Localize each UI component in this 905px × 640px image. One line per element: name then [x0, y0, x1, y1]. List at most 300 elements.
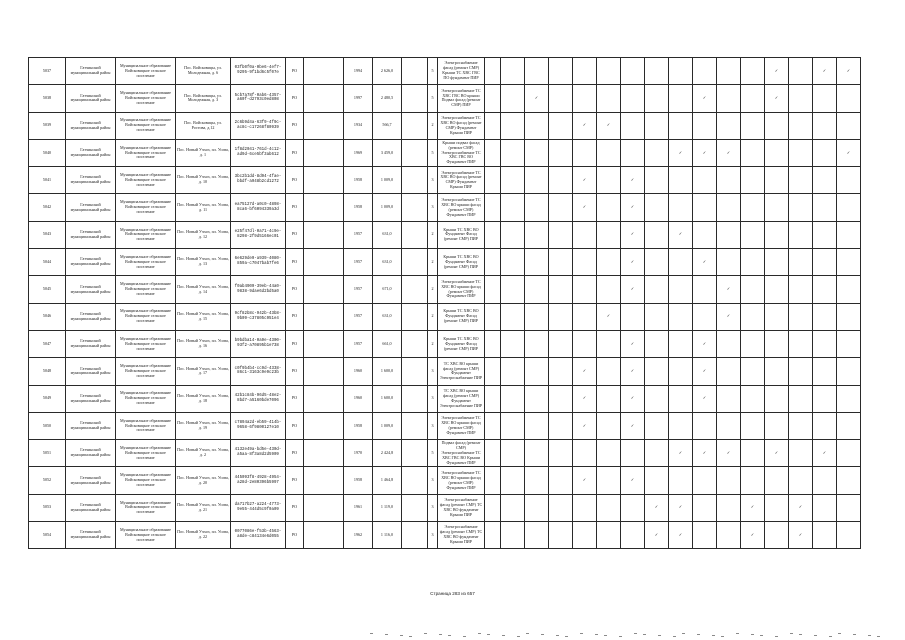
empty-check-cell — [813, 276, 837, 303]
row-number: 5045 — [29, 276, 66, 303]
empty-check-cell — [837, 249, 861, 276]
guid-cell: b9bdba14-0a9e-4300-93f2-a70895b1e738 — [231, 330, 286, 357]
empty-check-cell — [765, 494, 789, 521]
check-mark-cell: ✓ — [621, 221, 645, 248]
count-cell: 3 — [428, 494, 438, 521]
empty-cell — [304, 249, 344, 276]
district-cell: Гатчинский муниципальный район — [66, 167, 116, 194]
empty-check-cell — [501, 412, 525, 439]
scan-speck — [760, 635, 763, 636]
empty-check-cell — [549, 167, 573, 194]
address-cell: Пос. Войсковицы, ул. Молодежная, д. 3 — [176, 85, 231, 112]
scan-speck — [877, 636, 880, 637]
works-cell: Электроснабжение ТС ХВС ГВС ВО крыши Подвал фасад (ремонт СМР) ПИР — [438, 85, 485, 112]
check-mark-cell: ✓ — [621, 467, 645, 494]
empty-check-cell — [501, 221, 525, 248]
check-mark-cell: ✓ — [621, 385, 645, 412]
empty-check-cell — [525, 467, 549, 494]
table-row — [29, 467, 861, 494]
table-row — [29, 330, 861, 357]
scan-speck — [838, 633, 841, 634]
works-cell: Подвал фасад (ремонт СМР) Электроснабжение ТС ХВС ГВС ВО Крыши Фундамент ПИР — [438, 440, 485, 467]
empty-check-cell — [549, 221, 573, 248]
empty-check-cell — [597, 58, 621, 85]
empty-cell — [485, 412, 501, 439]
scan-speck — [799, 634, 802, 635]
empty-check-cell — [621, 303, 645, 330]
empty-cell — [485, 58, 501, 85]
empty-check-cell — [693, 194, 717, 221]
empty-cell — [485, 167, 501, 194]
area-cell: 2 424,8 — [373, 440, 402, 467]
empty-check-cell — [525, 522, 549, 549]
empty-check-cell — [525, 494, 549, 521]
empty-check-cell — [621, 494, 645, 521]
scan-speck — [487, 634, 490, 635]
area-cell: 566,7 — [373, 112, 402, 139]
row-number: 5044 — [29, 249, 66, 276]
empty-check-cell — [813, 522, 837, 549]
empty-check-cell — [837, 522, 861, 549]
empty-check-cell — [741, 194, 765, 221]
type-cell: РО — [286, 385, 304, 412]
type-cell: РО — [286, 412, 304, 439]
area-cell: 631,0 — [373, 249, 402, 276]
empty-check-cell — [549, 494, 573, 521]
empty-check-cell — [669, 467, 693, 494]
count-cell: 3 — [428, 167, 438, 194]
address-cell: Пос. Новый Учхоз, пл. Усова, д. 21 — [176, 494, 231, 521]
empty-cell — [304, 112, 344, 139]
district-cell: Гатчинский муниципальный район — [66, 330, 116, 357]
empty-check-cell — [741, 58, 765, 85]
empty-check-cell — [765, 276, 789, 303]
table-row — [29, 522, 861, 549]
empty-cell — [304, 385, 344, 412]
count-cell: 2 — [428, 303, 438, 330]
scan-speck — [604, 635, 607, 636]
works-cell: ТС ХВС ВО крыши фасад (ремонт СМР) Фундамент Электроснабжение ПИР — [438, 358, 485, 385]
address-cell: Пос. Новый Учхоз, пл. Усова, д. 13 — [176, 249, 231, 276]
empty-check-cell — [813, 358, 837, 385]
empty-check-cell — [525, 221, 549, 248]
check-mark-cell: ✓ — [573, 412, 597, 439]
address-cell: Пос. Новый Учхоз, пл. Усова, д. 16 — [176, 330, 231, 357]
empty-check-cell — [813, 167, 837, 194]
empty-check-cell — [525, 440, 549, 467]
empty-check-cell — [717, 522, 741, 549]
guid-cell: c7894a2d-eb59-414b-9658-6f9800127e10 — [231, 412, 286, 439]
works-cell: Электроснабжение фасад (ремонт СМР) ТС ХВС ВО фундамент Крыши ПИР — [438, 494, 485, 521]
year-cell: 1958 — [344, 467, 373, 494]
check-mark-cell: ✓ — [621, 358, 645, 385]
check-mark-cell: ✓ — [621, 276, 645, 303]
row-number: 5039 — [29, 112, 66, 139]
row-number: 5047 — [29, 330, 66, 357]
table-row — [29, 85, 861, 112]
area-cell: 1 009,0 — [373, 412, 402, 439]
empty-cell — [402, 249, 428, 276]
scan-speck — [385, 634, 388, 635]
empty-check-cell — [573, 58, 597, 85]
area-cell: 1 119,0 — [373, 494, 402, 521]
scan-speck — [556, 635, 559, 636]
empty-check-cell — [669, 412, 693, 439]
check-mark-cell: ✓ — [789, 494, 813, 521]
type-cell: РО — [286, 522, 304, 549]
scan-speck — [502, 635, 505, 636]
table-row — [29, 303, 861, 330]
check-mark-cell: ✓ — [573, 194, 597, 221]
empty-check-cell — [789, 58, 813, 85]
empty-cell — [402, 522, 428, 549]
empty-check-cell — [501, 385, 525, 412]
empty-check-cell — [621, 112, 645, 139]
empty-check-cell — [549, 385, 573, 412]
empty-check-cell — [741, 221, 765, 248]
table-row — [29, 276, 861, 303]
empty-check-cell — [501, 85, 525, 112]
empty-check-cell — [549, 303, 573, 330]
empty-check-cell — [621, 139, 645, 166]
empty-check-cell — [741, 303, 765, 330]
empty-check-cell — [645, 167, 669, 194]
address-cell: Пос. Новый Учхоз, пл. Усова, д. 19 — [176, 412, 231, 439]
district-cell: Гатчинский муниципальный район — [66, 522, 116, 549]
empty-check-cell — [837, 85, 861, 112]
empty-check-cell — [525, 194, 549, 221]
empty-check-cell — [813, 221, 837, 248]
check-mark-cell: ✓ — [789, 522, 813, 549]
empty-check-cell — [573, 276, 597, 303]
empty-check-cell — [837, 412, 861, 439]
empty-check-cell — [645, 440, 669, 467]
check-mark-cell: ✓ — [621, 330, 645, 357]
empty-cell — [304, 494, 344, 521]
works-cell: Крыши ТС ХВС ВО Фундамент Фасад (ремонт СМР) ПИР — [438, 303, 485, 330]
empty-check-cell — [789, 139, 813, 166]
check-mark-cell: ✓ — [597, 112, 621, 139]
works-cell: Электроснабжение ТС ХВС ВО крыши фасад (ремонт СМР) Фундамент ПИР — [438, 194, 485, 221]
empty-check-cell — [741, 276, 765, 303]
empty-check-cell — [765, 249, 789, 276]
empty-cell — [485, 440, 501, 467]
type-cell: РО — [286, 467, 304, 494]
empty-check-cell — [549, 112, 573, 139]
check-mark-cell: ✓ — [693, 440, 717, 467]
check-mark-cell: ✓ — [717, 276, 741, 303]
scan-speck — [439, 634, 442, 635]
check-mark-cell: ✓ — [669, 139, 693, 166]
scan-speck — [409, 636, 412, 637]
empty-check-cell — [765, 330, 789, 357]
area-cell: 1 116,0 — [373, 522, 402, 549]
count-cell: 3 — [428, 385, 438, 412]
district-cell: Гатчинский муниципальный район — [66, 139, 116, 166]
check-mark-cell: ✓ — [645, 522, 669, 549]
empty-check-cell — [501, 467, 525, 494]
empty-cell — [485, 221, 501, 248]
type-cell: РО — [286, 167, 304, 194]
empty-check-cell — [525, 112, 549, 139]
empty-check-cell — [813, 330, 837, 357]
row-number: 5048 — [29, 358, 66, 385]
table-row — [29, 494, 861, 521]
empty-check-cell — [813, 385, 837, 412]
empty-check-cell — [645, 249, 669, 276]
scan-speck — [853, 634, 856, 635]
area-cell: 3 459,0 — [373, 139, 402, 166]
area-cell: 2 626,0 — [373, 58, 402, 85]
count-cell: 3 — [428, 194, 438, 221]
scan-speck — [634, 633, 637, 634]
table-row — [29, 194, 861, 221]
empty-cell — [485, 194, 501, 221]
empty-check-cell — [741, 412, 765, 439]
table-row — [29, 58, 861, 85]
empty-check-cell — [501, 303, 525, 330]
empty-cell — [304, 522, 344, 549]
area-cell: 1 600,0 — [373, 385, 402, 412]
area-cell: 671,0 — [373, 276, 402, 303]
check-mark-cell: ✓ — [813, 440, 837, 467]
district-cell: Гатчинский муниципальный район — [66, 385, 116, 412]
year-cell: 1957 — [344, 221, 373, 248]
type-cell: РО — [286, 85, 304, 112]
empty-cell — [304, 358, 344, 385]
area-cell: 1 009,0 — [373, 194, 402, 221]
row-number: 5054 — [29, 522, 66, 549]
address-cell: Пос. Новый Учхоз, пл. Усова, д. 2 — [176, 440, 231, 467]
empty-check-cell — [525, 412, 549, 439]
empty-check-cell — [669, 112, 693, 139]
empty-check-cell — [597, 358, 621, 385]
address-cell: Пос. Новый Учхоз, пл. Усова, д. 20 — [176, 467, 231, 494]
scan-speck — [517, 636, 520, 637]
empty-check-cell — [645, 194, 669, 221]
works-cell: Электроснабжение ТС ХВС ВО крыши фасад (ремонт СМР) Фундамент ПИР — [438, 276, 485, 303]
empty-cell — [485, 358, 501, 385]
type-cell: РО — [286, 440, 304, 467]
type-cell: РО — [286, 358, 304, 385]
table-row — [29, 167, 861, 194]
empty-check-cell — [789, 85, 813, 112]
empty-check-cell — [717, 358, 741, 385]
empty-cell — [485, 385, 501, 412]
check-mark-cell: ✓ — [573, 167, 597, 194]
guid-cell: f0ab4909-39eb-44a0-9838-9dae6d2bd5a0 — [231, 276, 286, 303]
empty-check-cell — [813, 467, 837, 494]
empty-check-cell — [549, 440, 573, 467]
check-mark-cell: ✓ — [813, 58, 837, 85]
empty-cell — [304, 303, 344, 330]
empty-cell — [485, 112, 501, 139]
count-cell: 3 — [428, 467, 438, 494]
district-cell: Гатчинский муниципальный район — [66, 358, 116, 385]
address-cell: Пос. Новый Учхоз, пл. Усова, д. 10 — [176, 167, 231, 194]
check-mark-cell: ✓ — [693, 249, 717, 276]
type-cell: РО — [286, 330, 304, 357]
check-mark-cell: ✓ — [573, 112, 597, 139]
empty-cell — [304, 276, 344, 303]
empty-check-cell — [501, 494, 525, 521]
guid-cell: 3bc2b1dd-8d94-4fae-bbdf-a948b2cd1272 — [231, 167, 286, 194]
empty-check-cell — [813, 112, 837, 139]
empty-check-cell — [501, 330, 525, 357]
year-cell: 1934 — [344, 112, 373, 139]
empty-check-cell — [693, 167, 717, 194]
empty-check-cell — [645, 330, 669, 357]
works-cell: Электроснабжение ТС ХВС ВО крыши фасад (ремонт СМР) Фундамент ПИР — [438, 412, 485, 439]
scan-speck — [751, 634, 754, 635]
empty-check-cell — [789, 112, 813, 139]
empty-check-cell — [501, 249, 525, 276]
address-cell: Пос. Новый Учхоз, пл. Усова, д. 22 — [176, 522, 231, 549]
works-cell: Крыши ТС ХВС ВО Фундамент Фасад (ремонт СМР) ПИР — [438, 221, 485, 248]
year-cell: 1961 — [344, 494, 373, 521]
empty-cell — [402, 221, 428, 248]
empty-check-cell — [669, 85, 693, 112]
type-cell: РО — [286, 494, 304, 521]
empty-cell — [304, 221, 344, 248]
check-mark-cell: ✓ — [621, 412, 645, 439]
check-mark-cell: ✓ — [693, 139, 717, 166]
scan-speck — [424, 633, 427, 634]
empty-check-cell — [669, 330, 693, 357]
guid-cell: da717b27-a224-4773-9e55-444d5c9f0a09 — [231, 494, 286, 521]
district-cell: Гатчинский муниципальный район — [66, 85, 116, 112]
empty-check-cell — [741, 249, 765, 276]
municipality-cell: Муниципальное образование Войсковицкое сельское поселение — [116, 58, 176, 85]
empty-check-cell — [693, 58, 717, 85]
empty-cell — [304, 412, 344, 439]
check-mark-cell: ✓ — [597, 303, 621, 330]
empty-check-cell — [789, 303, 813, 330]
scan-speck — [463, 636, 466, 637]
empty-check-cell — [501, 58, 525, 85]
check-mark-cell: ✓ — [621, 167, 645, 194]
empty-cell — [485, 85, 501, 112]
empty-check-cell — [669, 358, 693, 385]
empty-check-cell — [501, 358, 525, 385]
district-cell: Гатчинский муниципальный район — [66, 112, 116, 139]
empty-check-cell — [837, 440, 861, 467]
area-cell: 1 464,8 — [373, 467, 402, 494]
type-cell: РО — [286, 276, 304, 303]
empty-check-cell — [837, 330, 861, 357]
scan-speck — [868, 635, 871, 636]
district-cell: Гатчинский муниципальный район — [66, 303, 116, 330]
empty-check-cell — [525, 139, 549, 166]
empty-check-cell — [501, 276, 525, 303]
empty-check-cell — [597, 85, 621, 112]
empty-check-cell — [693, 112, 717, 139]
empty-check-cell — [597, 276, 621, 303]
empty-cell — [402, 303, 428, 330]
empty-cell — [402, 139, 428, 166]
area-cell: 631,0 — [373, 303, 402, 330]
guid-cell: 4132e49a-bd5e-430d-a5aa-8f3a8d2d5909 — [231, 440, 286, 467]
empty-check-cell — [525, 167, 549, 194]
scan-speck — [829, 636, 832, 637]
page-footer: Страница 283 из 657 — [430, 591, 475, 596]
area-cell: 2 480,5 — [373, 85, 402, 112]
year-cell: 1969 — [344, 139, 373, 166]
empty-check-cell — [549, 467, 573, 494]
municipality-cell: Муниципальное образование Войсковицкое сельское поселение — [116, 221, 176, 248]
check-mark-cell: ✓ — [693, 358, 717, 385]
works-cell: ТС ХВС ВО крыши фасад (ремонт СМР) Фундамент Электроснабжение ПИР — [438, 385, 485, 412]
empty-check-cell — [765, 139, 789, 166]
empty-check-cell — [573, 440, 597, 467]
empty-check-cell — [717, 221, 741, 248]
empty-check-cell — [549, 412, 573, 439]
area-cell: 631,0 — [373, 221, 402, 248]
works-cell: Электроснабжение фасад (ремонт СМР) Крыши ТС ХВС ГВС ПО фундамент ПИР — [438, 58, 485, 85]
empty-check-cell — [645, 412, 669, 439]
empty-check-cell — [717, 494, 741, 521]
scan-speck — [736, 633, 739, 634]
empty-check-cell — [789, 440, 813, 467]
empty-check-cell — [573, 139, 597, 166]
empty-check-cell — [501, 112, 525, 139]
municipality-cell: Муниципальное образование Войсковицкое сельское поселение — [116, 303, 176, 330]
check-mark-cell: ✓ — [693, 85, 717, 112]
type-cell: РО — [286, 303, 304, 330]
check-mark-cell: ✓ — [717, 303, 741, 330]
empty-check-cell — [549, 58, 573, 85]
empty-check-cell — [573, 330, 597, 357]
district-cell: Гатчинский муниципальный район — [66, 221, 116, 248]
empty-cell — [402, 412, 428, 439]
guid-cell: 2c6b9d4a-63f9-4f9c-ac8c-c17268f80939 — [231, 112, 286, 139]
empty-check-cell — [813, 85, 837, 112]
row-number: 5051 — [29, 440, 66, 467]
check-mark-cell: ✓ — [837, 58, 861, 85]
empty-cell — [485, 249, 501, 276]
empty-check-cell — [813, 194, 837, 221]
empty-check-cell — [717, 467, 741, 494]
empty-check-cell — [741, 167, 765, 194]
empty-check-cell — [765, 467, 789, 494]
empty-check-cell — [573, 494, 597, 521]
empty-check-cell — [789, 412, 813, 439]
year-cell: 1957 — [344, 303, 373, 330]
district-cell: Гатчинский муниципальный район — [66, 467, 116, 494]
municipality-cell: Муниципальное образование Войсковицкое сельское поселение — [116, 167, 176, 194]
empty-check-cell — [525, 385, 549, 412]
check-mark-cell: ✓ — [693, 330, 717, 357]
count-cell: 5 — [428, 85, 438, 112]
empty-check-cell — [669, 276, 693, 303]
empty-check-cell — [645, 221, 669, 248]
guid-cell: 1f8d2041-761d-4c12-ad9d-6ce5bf3ab612 — [231, 139, 286, 166]
empty-cell — [402, 85, 428, 112]
empty-check-cell — [525, 358, 549, 385]
row-number: 5053 — [29, 494, 66, 521]
empty-check-cell — [525, 276, 549, 303]
year-cell: 1994 — [344, 58, 373, 85]
empty-check-cell — [813, 494, 837, 521]
type-cell: РО — [286, 139, 304, 166]
scan-speck — [619, 636, 622, 637]
empty-check-cell — [813, 249, 837, 276]
empty-check-cell — [549, 139, 573, 166]
scan-speck — [721, 636, 724, 637]
empty-check-cell — [645, 139, 669, 166]
empty-check-cell — [717, 112, 741, 139]
empty-check-cell — [573, 85, 597, 112]
